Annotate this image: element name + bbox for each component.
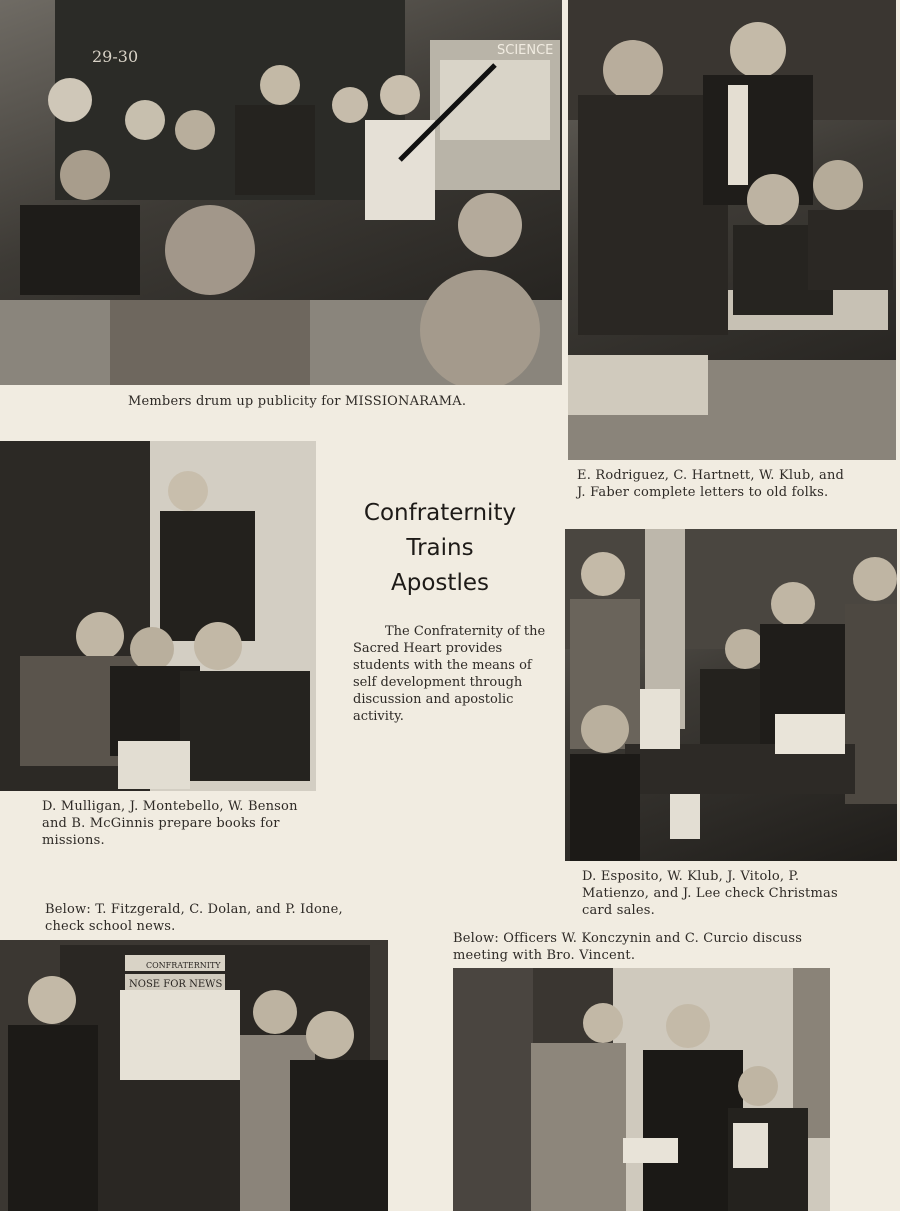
caption-missionarama: Members drum up publicity for MISSIONARAMA.: [128, 394, 467, 409]
photo-officers: [453, 968, 830, 1211]
photo-christmas-cards: [565, 529, 897, 861]
body-paragraph: The Confraternity of the Sacred Heart provides students with the means of self development through discussion and apostolic activity.: [353, 624, 546, 724]
photo-school-news: [0, 940, 388, 1211]
caption-officers: Below: Officers W. Konczynin and C. Curcio discuss meeting with Bro. Vincent.: [453, 931, 803, 963]
science-sign: SCIENCE: [497, 43, 554, 58]
caption-letters: E. Rodriguez, C. Hartnett, W. Klub, and J. Faber complete letters to old folks.: [577, 468, 845, 500]
nose-for-news-sign: NOSE FOR NEWS: [129, 979, 223, 990]
title-line-2: Trains: [406, 535, 474, 561]
page-title: [340, 496, 540, 601]
caption-books: D. Mulligan, J. Montebello, W. Benson and B. McGinnis prepare books for missions.: [42, 799, 298, 848]
photo-books: [0, 441, 316, 791]
board-number: 29-30: [92, 47, 139, 66]
photo-missionarama: [0, 0, 562, 385]
caption-christmas-cards: D. Esposito, W. Klub, J. Vitolo, P. Matienzo, and J. Lee check Christmas card sales.: [582, 869, 838, 918]
confraternity-sign: CONFRATERNITY: [146, 961, 221, 970]
title-line-1: Confraternity: [363, 500, 517, 526]
caption-school-news: Below: T. Fitzgerald, C. Dolan, and P. Idone, check school news.: [45, 902, 343, 934]
photo-letters: [568, 0, 896, 460]
title-line-3: Apostles: [391, 570, 489, 596]
